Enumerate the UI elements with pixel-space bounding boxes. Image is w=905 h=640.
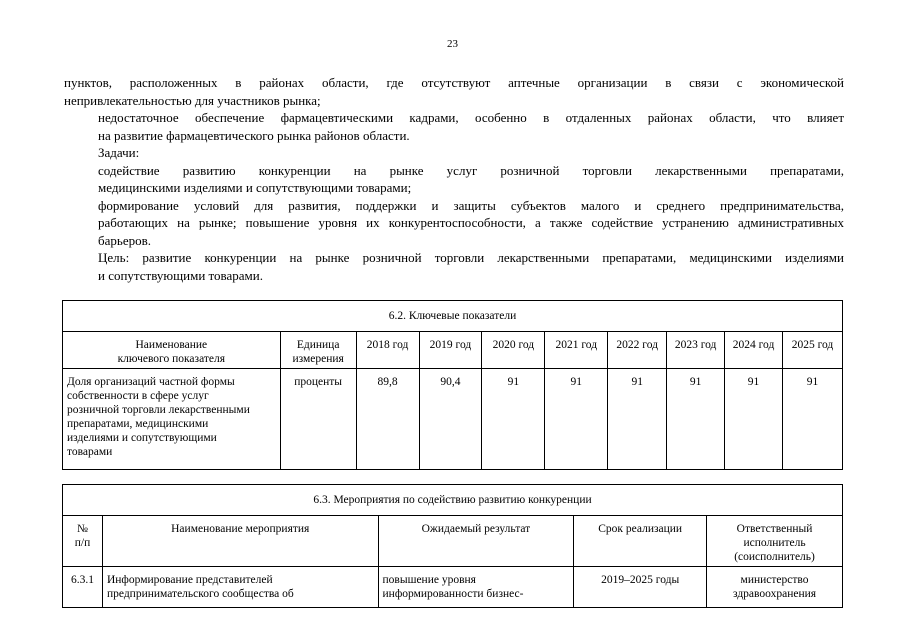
paragraph-line: недостаточное обеспечение фармацевтическими кадрами, особенно в отдаленных районах области, что влияет (98, 110, 844, 125)
paragraph-line: формирование условий для развития, поддержки и защиты субъектов малого и среднего предпринимательства, (98, 197, 844, 213)
paragraph-line: медицинскими изделиями и сопутствующими товарами; (98, 180, 412, 195)
kpi-value: 91 (667, 369, 725, 470)
key-indicators-table (62, 300, 843, 470)
paragraph-line: на развитие фармацевтического рынка районов области. (98, 127, 410, 143)
paragraph (64, 162, 844, 197)
paragraph-line: работающих на рынке; повышение уровня их конкурентоспособности, а также содействие устранению административных (98, 215, 844, 230)
table-row (63, 567, 843, 608)
event-period: 2019–2025 годы (574, 567, 707, 608)
kpi-value: 91 (608, 369, 667, 470)
paragraph-line: непривлекательностью для участников рынка; (64, 92, 321, 108)
paragraph-line: и сопутствующими товарами. (98, 267, 263, 283)
kpi-value: 91 (482, 369, 545, 470)
body-text (64, 74, 844, 284)
competition-measures-table (62, 484, 843, 608)
paragraph (64, 109, 844, 144)
kpi-value: 91 (725, 369, 783, 470)
paragraph-line: барьеров. (98, 232, 151, 248)
event-responsible: министерство здравоохранения (707, 567, 843, 608)
kpi-header-year: 2022 год (608, 332, 667, 369)
paragraph-line: пунктов, расположенных в районах области, где отсутствуют аптечные организации в связи с экономической (64, 75, 844, 90)
events-header-responsible: Ответственный исполнитель (соисполнитель) (707, 516, 843, 567)
paragraph (64, 74, 844, 109)
kpi-value: 91 (783, 369, 843, 470)
event-number: 6.3.1 (63, 567, 103, 608)
events-header-num: № п/п (63, 516, 103, 567)
event-result: повышение уровня информированности бизнес- (378, 567, 574, 608)
paragraph (64, 197, 844, 250)
paragraph-line: Задачи: (98, 145, 140, 160)
events-header-name: Наименование мероприятия (102, 516, 378, 567)
paragraph (64, 144, 844, 162)
events-table-caption: 6.3. Мероприятия по содействию развитию конкуренции (63, 485, 843, 516)
kpi-header-year: 2019 год (419, 332, 482, 369)
kpi-value: 91 (545, 369, 608, 470)
paragraph-line: Цель: развитие конкуренции на рынке розничной торговли лекарственными препаратами, медицинскими изделиями (98, 250, 844, 265)
paragraph (64, 249, 844, 284)
kpi-unit: проценты (280, 369, 356, 470)
kpi-indicator-name: Доля организаций частной формы собственности в сфере услуг розничной торговли лекарственными препаратами, медицинскими изделиями и сопутствующими товарами (63, 369, 281, 470)
kpi-header-year: 2021 год (545, 332, 608, 369)
event-name: Информирование представителей предпринимательского сообщества об (102, 567, 378, 608)
kpi-value: 89,8 (356, 369, 419, 470)
kpi-header-year: 2023 год (667, 332, 725, 369)
page-number: 23 (447, 38, 458, 50)
table-row (63, 369, 843, 470)
kpi-header-year: 2024 год (725, 332, 783, 369)
kpi-table-caption: 6.2. Ключевые показатели (63, 301, 843, 332)
kpi-header-year: 2018 год (356, 332, 419, 369)
kpi-header-year: 2020 год (482, 332, 545, 369)
kpi-header-year: 2025 год (783, 332, 843, 369)
kpi-header-name: Наименование ключевого показателя (63, 332, 281, 369)
kpi-header-unit: Единица измерения (280, 332, 356, 369)
kpi-value: 90,4 (419, 369, 482, 470)
paragraph-line: содействие развитию конкуренции на рынке услуг розничной торговли лекарственными препаратами, (98, 162, 844, 178)
events-header-result: Ожидаемый результат (378, 516, 574, 567)
events-header-period: Срок реализации (574, 516, 707, 567)
